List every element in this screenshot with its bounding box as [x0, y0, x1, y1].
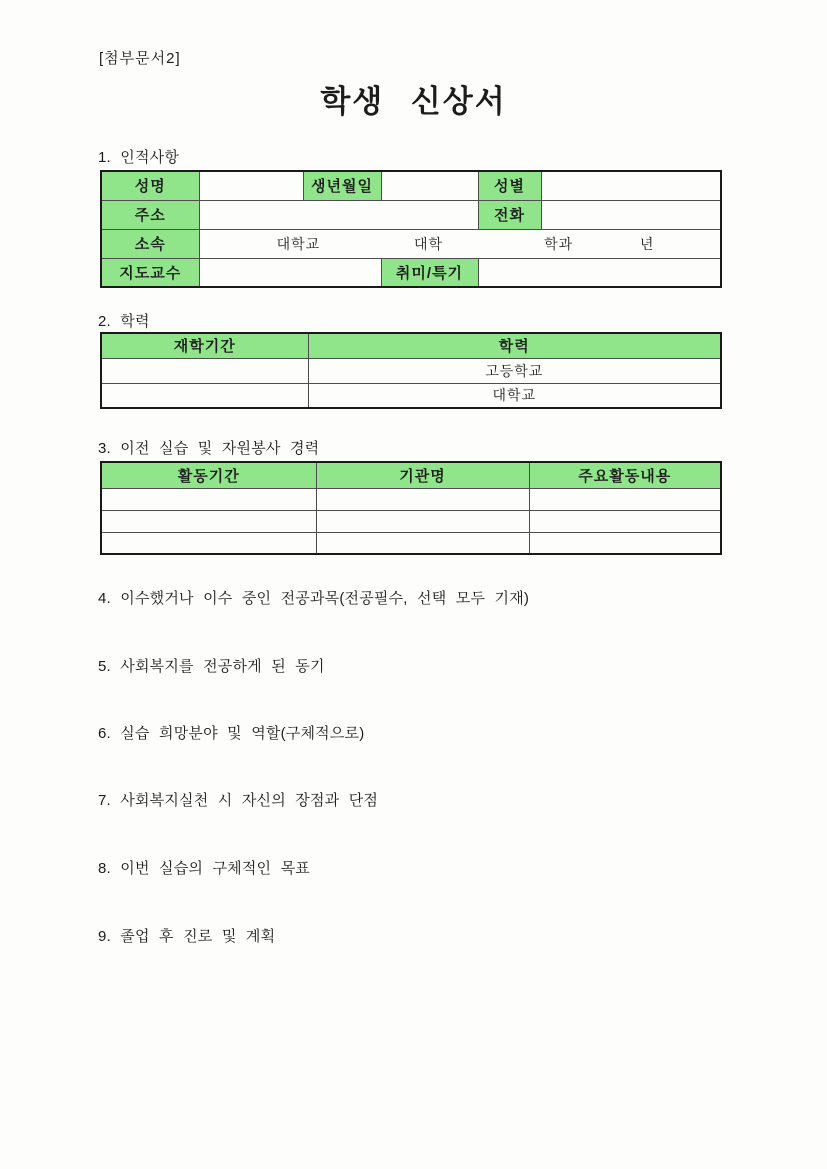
activity-period-cell: [101, 532, 316, 554]
advisor-label-cell: 지도교수: [101, 258, 199, 287]
affiliation-label-cell: 소속: [101, 229, 199, 258]
advisor-value-cell: [199, 258, 381, 287]
table-row: [101, 510, 721, 532]
table-row: [101, 171, 721, 200]
hobby-value-cell: [478, 258, 721, 287]
activity-period-cell: [101, 510, 316, 532]
phone-value-cell: [541, 200, 721, 229]
section-heading-practice-goals: 8. 이번 실습의 구체적인 목표: [98, 860, 310, 877]
activity-period-cell: [101, 488, 316, 510]
section-heading-career-plan: 9. 졸업 후 진로 및 계획: [98, 928, 276, 945]
section-heading-personal: 1. 인적사항: [98, 149, 180, 166]
activity-period-header-cell: 활동기간: [101, 462, 316, 488]
organization-cell: [316, 510, 529, 532]
year-unit-label: 년: [639, 235, 655, 252]
main-activity-cell: [529, 488, 721, 510]
personal-info-table: [100, 170, 722, 288]
name-label-cell: 성명: [101, 171, 199, 200]
highschool-name-cell: 고등학교: [308, 358, 721, 383]
page-title: 학생 신상서: [320, 84, 507, 119]
hobby-label-cell: 취미/특기: [381, 258, 478, 287]
education-header-cell: 학력: [308, 333, 721, 358]
education-table: [100, 332, 722, 409]
main-activity-header-cell: 주요활동내용: [529, 462, 721, 488]
address-label-cell: 주소: [101, 200, 199, 229]
table-row: [101, 258, 721, 287]
experience-table: [100, 461, 722, 555]
section-heading-strengths-weaknesses: 7. 사회복지실천 시 자신의 장점과 단점: [98, 792, 379, 809]
table-row: [101, 229, 721, 258]
gender-label-cell: 성별: [478, 171, 541, 200]
gender-value-cell: [541, 171, 721, 200]
organization-cell: [316, 532, 529, 554]
main-activity-cell: [529, 510, 721, 532]
birthdate-value-cell: [381, 171, 478, 200]
affiliation-value-cell: [199, 229, 721, 258]
phone-label-cell: 전화: [478, 200, 541, 229]
organization-header-cell: 기관명: [316, 462, 529, 488]
organization-cell: [316, 488, 529, 510]
attachment-doc-tag: [첨부문서2]: [99, 50, 181, 67]
birthdate-label-cell: 생년월일: [303, 171, 381, 200]
table-row: [101, 383, 721, 408]
table-row: [101, 200, 721, 229]
college-unit-label: 대학: [413, 235, 444, 252]
address-value-cell: [199, 200, 478, 229]
table-row: [101, 532, 721, 554]
section-heading-experience: 3. 이전 실습 및 자원봉사 경력: [98, 440, 320, 457]
section-heading-education: 2. 학력: [98, 313, 150, 330]
university-unit-label: 대학교: [276, 235, 321, 252]
table-header-row: [101, 462, 721, 488]
name-value-cell: [199, 171, 303, 200]
university-period-cell: [101, 383, 308, 408]
table-row: [101, 358, 721, 383]
highschool-period-cell: [101, 358, 308, 383]
main-activity-cell: [529, 532, 721, 554]
section-heading-motivation: 5. 사회복지를 전공하게 된 동기: [98, 658, 325, 675]
section-heading-courses: 4. 이수했거나 이수 중인 전공과목(전공필수, 선택 모두 기재): [98, 590, 530, 607]
section-heading-desired-field: 6. 실습 희망분야 및 역할(구체적으로): [98, 725, 365, 742]
department-unit-label: 학과: [544, 235, 574, 252]
table-header-row: [101, 333, 721, 358]
enrollment-period-header-cell: 재학기간: [101, 333, 308, 358]
university-name-cell: 대학교: [308, 383, 721, 408]
table-row: [101, 488, 721, 510]
